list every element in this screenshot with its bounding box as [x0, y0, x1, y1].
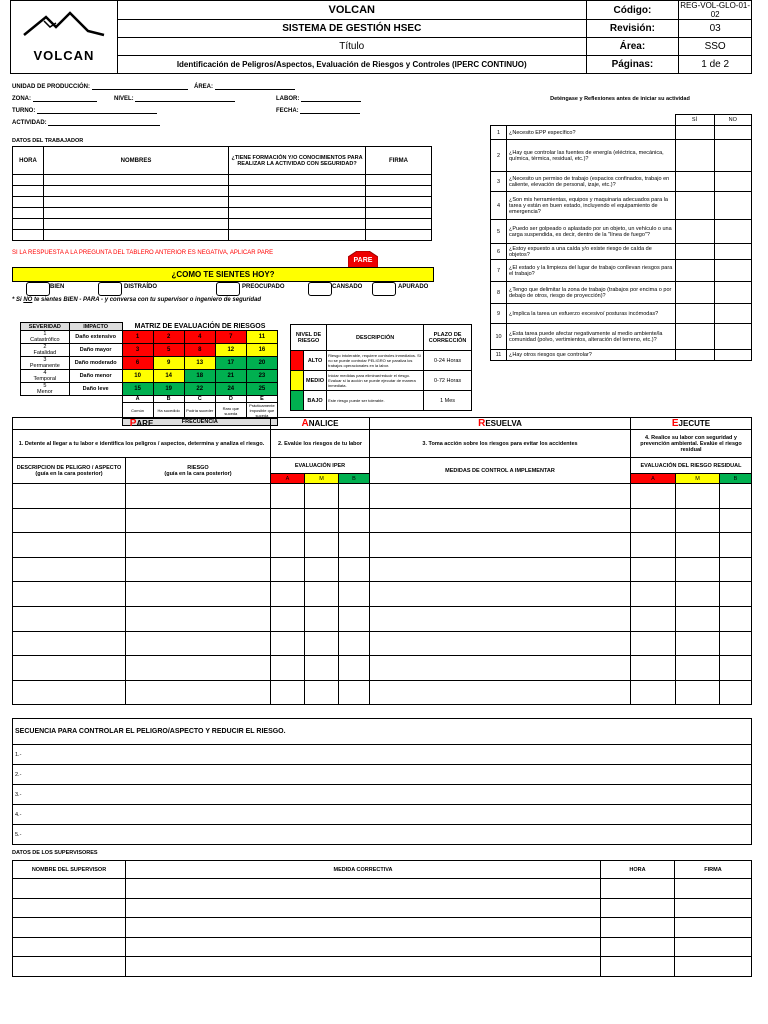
- checklist-question: ¿Hay otros riesgos que controlar?: [507, 350, 676, 361]
- risk-color-alto: [291, 351, 304, 371]
- checklist-number: 1: [491, 126, 507, 140]
- checklist-number: 9: [491, 304, 507, 324]
- risk-desc-alto: Riesgo intolerable, requiere controles inmediatos. Si no se puede controlar PELIGRO se paraliza los trabajos operacionales en la labor.: [327, 351, 424, 371]
- table-row[interactable]: [13, 533, 752, 558]
- feel-note: * Si NO te sientes BIEN - PARA - y conversa con tu supervisor o ingeniero de seguridad: [12, 297, 262, 303]
- matrix-cell: 6: [122, 357, 153, 370]
- revision-label: Revisión:: [586, 20, 679, 38]
- risk-color-medio: [291, 371, 304, 391]
- table-row[interactable]: [13, 937, 752, 957]
- checklist-question: ¿Puedo ser golpeado o aplastado por un objeto, un vehículo o una carga suspendida, es decir, dentro de la "línea de fuego"?: [507, 220, 676, 244]
- sup-col-firma: FIRMA: [675, 861, 752, 879]
- step-desc: 3. Toma acción sobre los riesgos para evitar los accidentes: [370, 430, 631, 458]
- matrix-impact: Daño menor: [69, 370, 122, 383]
- sequence-title: SECUENCIA PARA CONTROLAR EL PELIGRO/ASPECTO Y REDUCIR EL RIESGO.: [13, 719, 752, 745]
- step-title-a: ANALICE: [271, 418, 370, 430]
- sequence-number: 3.-: [13, 785, 752, 805]
- matrix-col-desc: Común: [122, 403, 153, 419]
- supervisors-table: [12, 860, 752, 977]
- matrix-row: [21, 370, 278, 383]
- feel-option-bien: BIEN: [50, 284, 65, 290]
- sequence-item[interactable]: [13, 765, 752, 785]
- table-row[interactable]: [13, 186, 432, 197]
- matrix-severity: [21, 344, 70, 357]
- feel-question: ¿COMO TE SIENTES HOY?: [12, 267, 434, 282]
- matrix-severity-number: 2: [43, 344, 47, 350]
- system-name: SISTEMA DE GESTIÓN HSEC: [117, 20, 586, 38]
- matrix-cell: 16: [246, 344, 277, 357]
- checklist-si-cell[interactable]: [675, 220, 714, 244]
- checklist-col-si: SÍ: [675, 115, 714, 126]
- matrix-severity: [21, 370, 70, 383]
- sequence-number: 4.-: [13, 805, 752, 825]
- checklist-si-cell[interactable]: [675, 260, 714, 282]
- checklist-item: [491, 260, 752, 282]
- matrix-col-desc: Raro que suceda: [215, 403, 246, 419]
- col-peligro: DESCRIPCION DE PELIGRO / ASPECTO (guía en la cara posterior): [13, 458, 126, 484]
- sup-col-hora: HORA: [601, 861, 675, 879]
- field-area[interactable]: ÁREA:: [194, 84, 295, 90]
- sequence-number: 1.-: [13, 745, 752, 765]
- matrix-cell: 10: [122, 370, 153, 383]
- checklist-item: [491, 282, 752, 304]
- risk-desc-medio: Iniciar medidas para eliminar/reducir el riesgo. Evaluar si la acción se puede ejecutar de manera inmediata.: [327, 371, 424, 391]
- residual-b: B: [720, 474, 752, 484]
- matrix-col-letter: C: [184, 396, 215, 403]
- checklist-question: ¿Tengo que delimitar la zona de trabajo (trabajos por encima o por debajo de otros, riesgo de proyección)?: [507, 282, 676, 304]
- residual-m: M: [676, 474, 720, 484]
- risk-level-alto: ALTO: [304, 351, 327, 371]
- codigo-value: REG-VOL-GLO-01-02: [680, 1, 751, 19]
- matrix-cell: 23: [246, 370, 277, 383]
- matrix-col-desc: Prácticamente imposible que suceda: [246, 403, 277, 419]
- risk-desc-bajo: Este riesgo puede ser tolerable.: [327, 391, 424, 411]
- matrix-impact: Daño leve: [69, 383, 122, 396]
- matrix-col-letter: E: [246, 396, 277, 403]
- checklist-no-cell[interactable]: [714, 220, 752, 244]
- supervisors-title: DATOS DE LOS SUPERVISORES: [12, 850, 98, 856]
- field-actividad[interactable]: ACTIVIDAD:: [12, 120, 160, 126]
- feel-option-box-cansado[interactable]: [308, 282, 332, 296]
- matrix-cell: 13: [184, 357, 215, 370]
- col-riesgo: RIESGO (guía en la cara posterior): [126, 458, 271, 484]
- matrix-cell: 8: [184, 344, 215, 357]
- risk-color-bajo: [291, 391, 304, 411]
- checklist-question: ¿Son mis herramientas, equipos y maquinaria adecuados para la tarea y están en buen estado, incluyendo el equipamiento de emergencia?: [507, 192, 676, 220]
- checklist-item: [491, 140, 752, 172]
- paginas-value: 1 de 2: [679, 56, 752, 74]
- feel-option-distraido: DISTRAÍDO: [124, 284, 157, 290]
- table-row[interactable]: [13, 484, 752, 509]
- checklist-no-cell[interactable]: [714, 244, 752, 260]
- checklist-col-no: NO: [714, 115, 752, 126]
- checklist-number: 5: [491, 220, 507, 244]
- feel-option-box-bien[interactable]: [26, 282, 50, 296]
- sequence-table: [12, 718, 752, 845]
- table-row[interactable]: [13, 175, 432, 186]
- checklist-no-cell[interactable]: [714, 260, 752, 282]
- matrix-cell: 19: [153, 383, 184, 396]
- table-row[interactable]: [13, 879, 752, 899]
- document-header: [10, 0, 752, 74]
- matrix-row: [21, 383, 278, 396]
- matrix-severity-label: Permanente: [29, 363, 60, 369]
- checklist-question: ¿Necesito un permiso de trabajo (espacios confinados, trabajo en caliente, elevación de personal, izaje, etc.)?: [507, 172, 676, 192]
- checklist-number: 6: [491, 244, 507, 260]
- table-row[interactable]: [13, 631, 752, 656]
- area-label: Área:: [586, 38, 679, 56]
- matrix-severity-number: 3: [43, 357, 47, 363]
- table-row[interactable]: [13, 219, 432, 230]
- area-value: SSO: [679, 38, 752, 56]
- pare-table: [12, 417, 752, 705]
- table-row[interactable]: [13, 898, 752, 918]
- checklist-item: [491, 324, 752, 350]
- matrix-severity-label: Temporal: [33, 376, 57, 382]
- matrix-cell: 25: [246, 383, 277, 396]
- logo-text: VOLCAN: [33, 48, 95, 63]
- workers-col-formacion: ¿TIENE FORMACIÓN Y/O CONOCIMIENTOS PARA REALIZAR LA ACTIVIDAD CON SEGURIDAD?: [229, 147, 366, 175]
- checklist-number: 7: [491, 260, 507, 282]
- risk-col-desc: DESCRIPCIÓN: [327, 325, 424, 351]
- matrix-col-desc: Ha sucedido: [153, 403, 184, 419]
- matrix-cell: 3: [122, 344, 153, 357]
- checklist-si-cell[interactable]: [675, 350, 714, 361]
- sup-col-nombre: NOMBRE DEL SUPERVISOR: [13, 861, 126, 879]
- matrix-row: [21, 357, 278, 370]
- checklist-no-cell[interactable]: [714, 304, 752, 324]
- feel-option-cansado: CANSADO: [332, 284, 363, 290]
- matrix-cell: 12: [215, 344, 246, 357]
- matrix-severity: [21, 383, 70, 396]
- risk-term-bajo: 1 Mes: [424, 391, 472, 411]
- step-title-e: EJECUTE: [631, 418, 752, 430]
- checklist-no-cell[interactable]: [714, 282, 752, 304]
- matrix-cell: 2: [153, 331, 184, 344]
- step-desc: 2. Evalúe los riesgos de tu labor: [271, 430, 370, 458]
- checklist-si-cell[interactable]: [675, 324, 714, 350]
- field-turno[interactable]: TURNO:: [12, 108, 157, 114]
- checklist-question: ¿Estoy expuesto a una caída y/o existe riesgo de caída de objetos?: [507, 244, 676, 260]
- table-row[interactable]: [13, 606, 752, 631]
- sequence-number: 5.-: [13, 825, 752, 845]
- revision-value: 03: [679, 20, 752, 38]
- table-row[interactable]: [13, 680, 752, 705]
- matrix-severity-label: Menor: [37, 389, 53, 395]
- sup-col-medida: MEDIDA CORRECTIVA: [126, 861, 601, 879]
- checklist-question: ¿El estado y la limpieza del lugar de trabajo conllevan riesgos para el trabajo?: [507, 260, 676, 282]
- col-medidas: MEDIDAS DE CONTROL A IMPLEMENTAR: [370, 458, 631, 484]
- iper-m: M: [305, 474, 339, 484]
- table-row[interactable]: [13, 557, 752, 582]
- checklist-no-cell[interactable]: [714, 350, 752, 361]
- checklist-item: [491, 220, 752, 244]
- checklist-title: Deténgase y Reflexiones antes de iniciar su actividad: [550, 96, 690, 102]
- checklist-question: ¿Implica la tarea un esfuerzo excesivo/ posturas incómodas?: [507, 304, 676, 324]
- checklist-si-cell[interactable]: [675, 192, 714, 220]
- checklist-item: [491, 172, 752, 192]
- checklist-number: 8: [491, 282, 507, 304]
- volcan-logo: [16, 11, 112, 51]
- checklist-item: [491, 192, 752, 220]
- paginas-label: Páginas:: [586, 56, 679, 74]
- checklist-number: 3: [491, 172, 507, 192]
- sequence-item[interactable]: [13, 805, 752, 825]
- checklist-question: ¿Hay que controlar las fuentes de energía (eléctrica, mecánica, química, térmica, residual, etc.)?: [507, 140, 676, 172]
- table-row[interactable]: [13, 208, 432, 219]
- checklist-question: ¿Necesito EPP específico?: [507, 126, 676, 140]
- feel-options: [26, 281, 446, 297]
- checklist-item: [491, 244, 752, 260]
- matrix-severity-label: Fatalidad: [33, 350, 57, 356]
- matrix-sev-head: SEVERIDAD: [21, 323, 70, 331]
- risk-term-medio: 0-72 Horas: [424, 371, 472, 391]
- step-desc: 4. Realice su labor con seguridad y prevención ambiental. Evalúe el riesgo residual: [631, 430, 752, 458]
- matrix-cell: 17: [215, 357, 246, 370]
- matrix-cell: 1: [122, 331, 153, 344]
- matrix-severity-number: 4: [43, 370, 47, 376]
- checklist-number: 4: [491, 192, 507, 220]
- feel-option-box-apurado[interactable]: [372, 282, 396, 296]
- matrix-title: MATRIZ DE EVALUACIÓN DE RIESGOS: [134, 322, 266, 330]
- sequence-number: 2.-: [13, 765, 752, 785]
- logo-cell: [11, 1, 118, 74]
- title-label: Título: [117, 38, 586, 56]
- feel-option-preocupado: PREOCUPADO: [242, 284, 285, 290]
- risk-col-level: NIVEL DE RIESGO: [291, 325, 327, 351]
- risk-level-medio: MEDIO: [304, 371, 327, 391]
- codigo-label: Código:: [586, 1, 679, 20]
- matrix-cell: 20: [246, 357, 277, 370]
- matrix-severity: [21, 331, 70, 344]
- matrix-severity: [21, 357, 70, 370]
- matrix-cell: 18: [184, 370, 215, 383]
- risk-col-term: PLAZO DE CORRECCIÓN: [424, 325, 472, 351]
- matrix-imp-head: IMPACTO: [69, 323, 122, 331]
- checklist-no-cell[interactable]: [714, 192, 752, 220]
- matrix-freq-label: FRECUENCIA: [122, 419, 277, 426]
- matrix-severity-number: 1: [43, 331, 47, 337]
- matrix-cell: 21: [215, 370, 246, 383]
- matrix-impact: Daño mayor: [69, 344, 122, 357]
- risk-matrix: [20, 322, 278, 426]
- iper-a: A: [271, 474, 305, 484]
- table-row[interactable]: [13, 582, 752, 607]
- workers-table: [12, 146, 432, 241]
- matrix-cell: 15: [122, 383, 153, 396]
- workers-col-firma: FIRMA: [366, 147, 432, 175]
- risk-term-alto: 0-24 Horas: [424, 351, 472, 371]
- checklist-si-cell[interactable]: [675, 172, 714, 192]
- checklist-no-cell[interactable]: [714, 172, 752, 192]
- field-zona[interactable]: ZONA:: [12, 96, 97, 102]
- step-desc: 1. Detente al llegar a tu labor e identifica los peligros / aspectos, determina y analiza el riesgo.: [13, 430, 271, 458]
- matrix-col-letter: A: [122, 396, 153, 403]
- sequence-item[interactable]: [13, 825, 752, 845]
- company-name: VOLCAN: [117, 1, 586, 20]
- checklist-number: 2: [491, 140, 507, 172]
- matrix-col-letter: D: [215, 396, 246, 403]
- checklist-number: 11: [491, 350, 507, 361]
- matrix-cell: 5: [153, 344, 184, 357]
- matrix-cell: 14: [153, 370, 184, 383]
- matrix-cell: 7: [215, 331, 246, 344]
- matrix-cell: 22: [184, 383, 215, 396]
- stop-sign-icon: PARE: [348, 251, 378, 273]
- matrix-severity-number: 5: [43, 383, 47, 389]
- matrix-col-desc: Podría suceder: [184, 403, 215, 419]
- feel-option-apurado: APURADO: [398, 284, 429, 290]
- matrix-impact: Daño moderado: [69, 357, 122, 370]
- field-fecha[interactable]: FECHA:: [276, 108, 360, 114]
- matrix-impact: Daño extensivo: [69, 331, 122, 344]
- feel-option-box-distraido[interactable]: [98, 282, 122, 296]
- residual-a: A: [631, 474, 676, 484]
- step-title-r: RESUELVA: [370, 418, 631, 430]
- checklist-item: [491, 350, 752, 361]
- matrix-row: [21, 344, 278, 357]
- checklist-no-cell[interactable]: [714, 140, 752, 172]
- risk-level-bajo: BAJO: [304, 391, 327, 411]
- checklist-si-cell[interactable]: [675, 304, 714, 324]
- matrix-cell: 9: [153, 357, 184, 370]
- feel-option-box-preocupado[interactable]: [216, 282, 240, 296]
- checklist-item: [491, 126, 752, 140]
- checklist-number: 10: [491, 324, 507, 350]
- workers-note: SI LA RESPUESTA A LA PREGUNTA DEL TABLERO ANTERIOR ES NEGATIVA, APLICAR PARE: [12, 250, 274, 256]
- workers-title: DATOS DEL TRABAJADOR: [12, 138, 84, 144]
- checklist-si-cell[interactable]: [675, 140, 714, 172]
- field-labor[interactable]: LABOR:: [276, 96, 361, 102]
- table-row[interactable]: [13, 918, 752, 938]
- checklist-si-cell[interactable]: [675, 126, 714, 140]
- checklist-no-cell[interactable]: [714, 324, 752, 350]
- risk-levels-table: [290, 324, 472, 411]
- sequence-item[interactable]: [13, 785, 752, 805]
- checklist-no-cell[interactable]: [714, 126, 752, 140]
- checklist-si-cell[interactable]: [675, 244, 714, 260]
- step-title-p: PARE: [13, 418, 271, 430]
- matrix-cell: 24: [215, 383, 246, 396]
- checklist-item: [491, 304, 752, 324]
- table-row[interactable]: [13, 508, 752, 533]
- matrix-col-letter: B: [153, 396, 184, 403]
- matrix-cell: 11: [246, 331, 277, 344]
- checklist-si-cell[interactable]: [675, 282, 714, 304]
- table-row[interactable]: [13, 230, 432, 241]
- col-residual: EVALUACIÓN DEL RIESGO RESIDUAL: [631, 458, 752, 474]
- iper-b: B: [339, 474, 370, 484]
- sequence-item[interactable]: [13, 745, 752, 765]
- matrix-row: [21, 331, 278, 344]
- matrix-cell: 4: [184, 331, 215, 344]
- table-row[interactable]: [13, 656, 752, 681]
- field-nivel[interactable]: NIVEL:: [114, 96, 235, 102]
- workers-col-hora: HORA: [13, 147, 44, 175]
- matrix-severity-label: Catastrófico: [30, 337, 60, 343]
- document-title: Identificación de Peligros/Aspectos, Evaluación de Riesgos y Controles (IPERC CONTINUO): [117, 56, 586, 74]
- table-row[interactable]: [13, 957, 752, 977]
- checklist-question: ¿Esta tarea puede afectar negativamente al medio ambiente/la comunidad (polvo, vertimientos, alteración del terreno, etc.)?: [507, 324, 676, 350]
- checklist-table: [490, 114, 752, 361]
- field-unidad[interactable]: UNIDAD DE PRODUCCIÓN:: [12, 84, 188, 90]
- table-row[interactable]: [13, 197, 432, 208]
- col-iper: EVALUACIÓN IPER: [271, 458, 370, 474]
- workers-col-nombres: NOMBRES: [44, 147, 229, 175]
